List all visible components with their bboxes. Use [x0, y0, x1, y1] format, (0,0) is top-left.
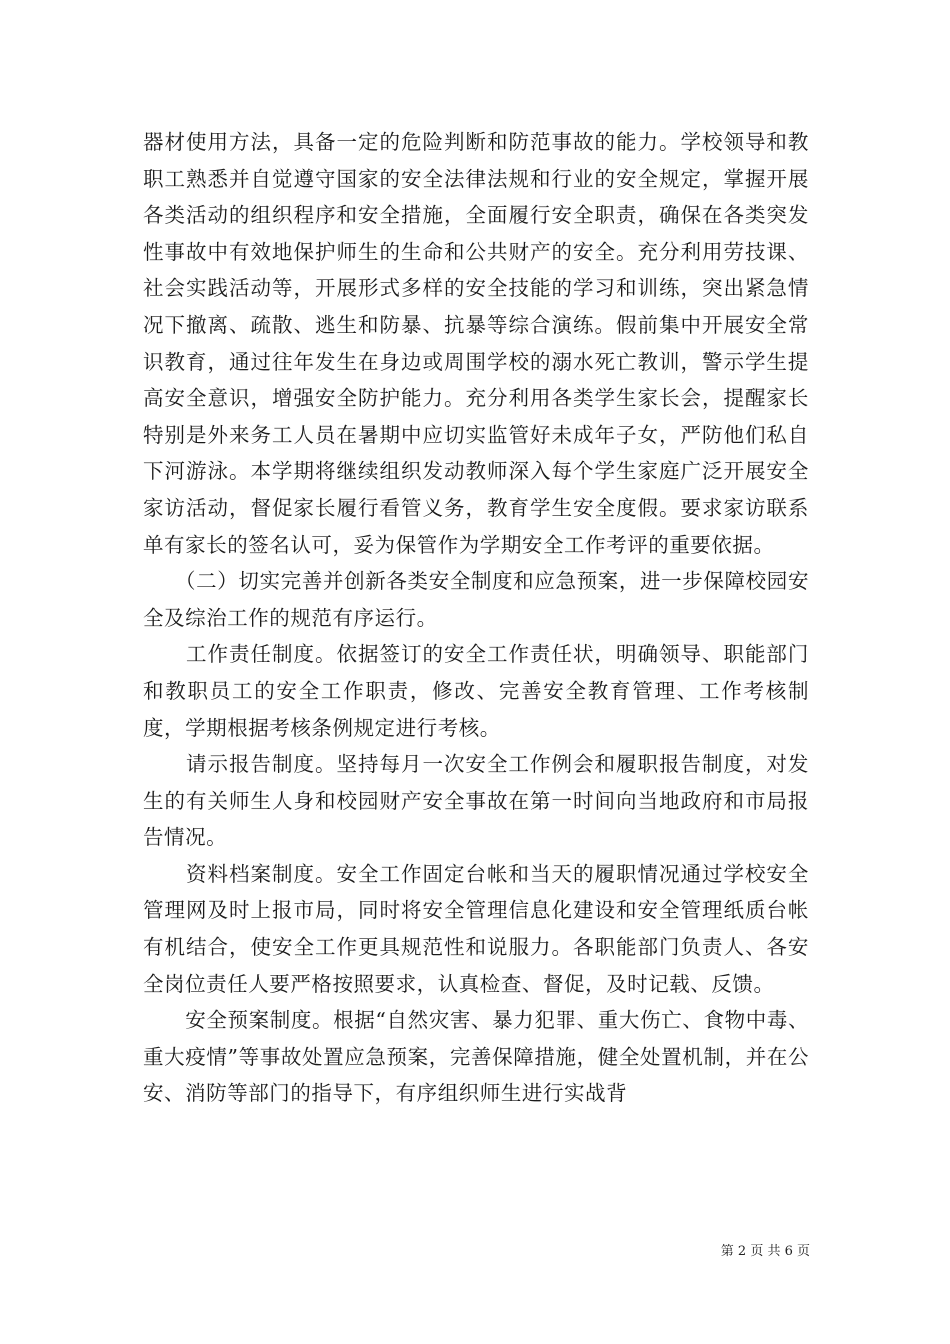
page-number: 第 2 页 共 6 页	[720, 1244, 810, 1259]
paragraph-section-two-heading: （二）切实完善并创新各类安全制度和应急预案，进一步保障校园安全及综治工作的规范有序运行。	[143, 569, 809, 630]
paragraph-safety-education: 器材使用方法，具备一定的危险判断和防范事故的能力。学校领导和教职工熟悉并自觉遵守国家的安全法律法规和行业的安全规定，掌握开展各类活动的组织程序和安全措施，全面履行安全职责，确保在各类突发性事故中有效地保护师生的生命和公共财产的安全。充分利用劳技课、社会实践活动等，开展形式多样的安全技能的学习和训练，突出紧急情况下撤离、疏散、逃生和防暴、抗暴等综合演练。假前集中开展安全常识教育，通过往年发生在身边或周围学校的溺水死亡教训，警示学生提高安全意识，增强安全防护能力。充分利用各类学生家长会，提醒家长特别是外来务工人员在暑期中应切实监管好未成年子女，严防他们私自下河游泳。本学期将继续组织发动教师深入每个学生家庭广泛开展安全家访活动，督促家长履行看管义务，教育学生安全度假。要求家访联系单有家长的签名认可，妥为保管作为学期安全工作考评的重要依据。	[143, 130, 809, 557]
paragraph-emergency-plan: 安全预案制度。根据“自然灾害、暴力犯罪、重大伤亡、食物中毒、重大疫情”等事故处置应急预案，完善保障措施，健全处置机制，并在公安、消防等部门的指导下，有序组织师生进行实战背	[143, 1008, 809, 1106]
paragraph-archive-system: 资料档案制度。安全工作固定台帐和当天的履职情况通过学校安全管理网及时上报市局，同时将安全管理信息化建设和安全管理纸质台帐有机结合，使安全工作更具规范性和说服力。各职能部门负责人、各安全岗位责任人要严格按照要求，认真检查、督促，及时记载、反馈。	[143, 861, 809, 996]
document-body	[143, 124, 809, 1112]
paragraph-work-responsibility: 工作责任制度。依据签订的安全工作责任状，明确领导、职能部门和教职员工的安全工作职责，修改、完善安全教育管理、工作考核制度，学期根据考核条例规定进行考核。	[143, 642, 809, 740]
paragraph-report-system: 请示报告制度。坚持每月一次安全工作例会和履职报告制度，对发生的有关师生人身和校园财产安全事故在第一时间向当地政府和市局报告情况。	[143, 752, 809, 850]
